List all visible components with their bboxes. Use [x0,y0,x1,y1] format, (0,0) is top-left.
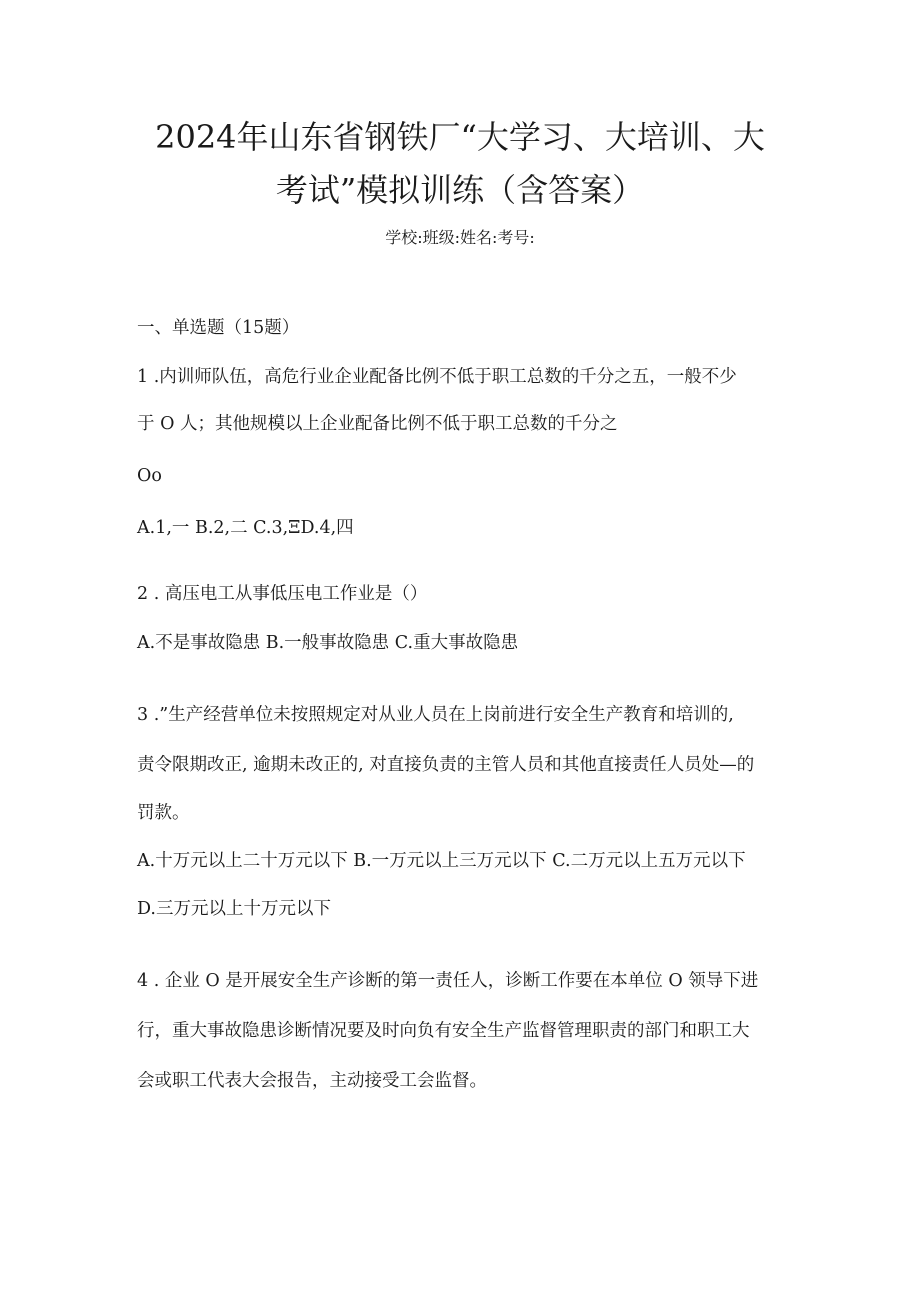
student-info-line: 学校:班级:姓名:考号: [385,228,535,247]
question-2-options: A.不是事故隐患 B.一般事故隐患 C.重大事故隐患 [137,633,519,653]
question-2-line-1: 2 . 高压电工从事低压电工作业是（） [137,584,428,604]
question-3-options-1: A.十万元以上二十万元以下 B.一万元以上三万元以下 C.二万元以上五万元以下 [137,851,746,871]
question-4-line-1: 4 . 企业 O 是开展安全生产诊断的第一责任人，诊断工作要在本单位 O 领导下进 [137,971,759,991]
question-3-options-2: D.三万元以上十万元以下 [137,899,331,919]
question-3-line-3: 罚款。 [137,803,190,823]
question-4-line-3: 会或职工代表大会报告，主动接受工会监督。 [137,1071,487,1091]
question-3-line-2: 责令限期改正, 逾期未改正的, 对直接负责的主管人员和其他直接责任人员处—的 [137,755,755,775]
question-4-line-2: 行，重大事故隐患诊断情况要及时向负有安全生产监督管理职责的部门和职工大 [137,1021,750,1041]
document-title-line-1: 2024年山东省钢铁厂“大学习、大培训、大 [155,118,765,156]
question-1-line-3: Oo [137,466,162,486]
question-1-line-2: 于 O 人；其他规模以上企业配备比例不低于职工总数的千分之 [137,414,618,434]
question-3-line-1: 3 .”生产经营单位未按照规定对从业人员在上岗前进行安全生产教育和培训的, [137,705,734,725]
question-1-line-1: 1 .内训师队伍，高危行业企业配备比例不低于职工总数的千分之五，一般不少 [137,367,737,387]
question-1-options: A.1,一 B.2,二 C.3,ΞD.4,四 [137,518,354,538]
section-heading: 一、单选题（15题） [137,318,300,338]
document-title-line-2: 考试”模拟训练（含答案） [275,171,645,209]
